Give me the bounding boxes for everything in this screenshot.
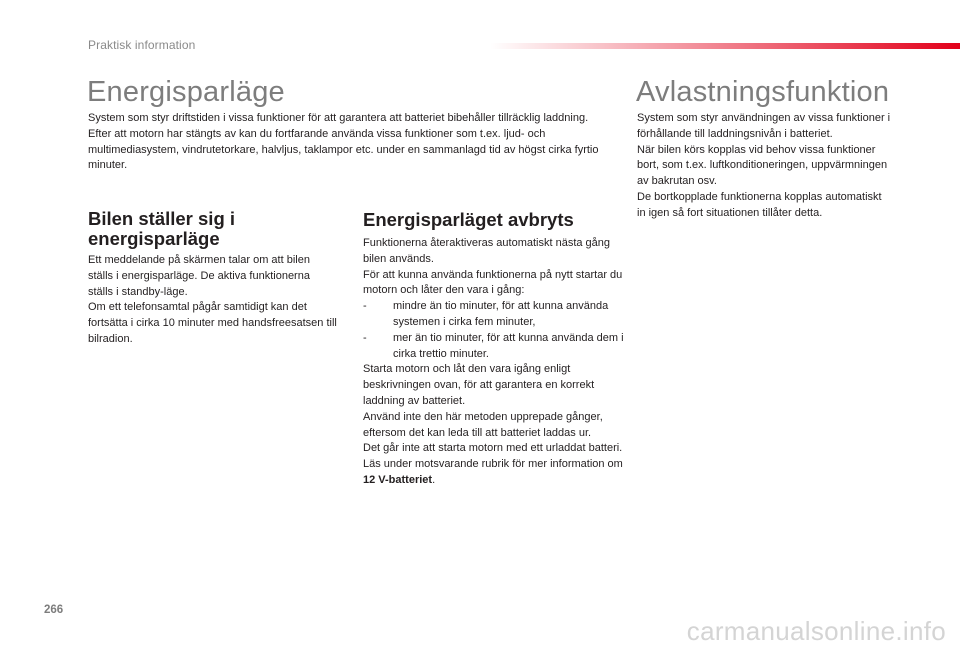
battery-reference-link[interactable]: 12 V-batteriet [363, 473, 433, 486]
exit-paragraph: Använd inte den här metoden upprepade gånger, eftersom det kan leda till att batteriet laddas ur. [363, 410, 603, 439]
list-item-text: mindre än tio minuter, för att kunna använda systemen i cirka fem minuter, [393, 300, 609, 328]
intro-paragraph: System som styr driftstiden i vissa funktioner för att garantera att batteriet bibehåller tillräcklig laddning. [88, 112, 589, 124]
enter-paragraph: Ett meddelande på skärmen talar om att bilen ställs i energisparläge. De aktiva funktionerna ställs i standby-läge. [88, 254, 310, 298]
reference-text: Läs under motsvarande rubrik för mer information om [363, 458, 623, 471]
intro-paragraph: Efter att motorn har stängts av kan du fortfarande använda vissa funktioner som t.ex. ljud- och multimediasystem, vindrutetorkare, halvljus, taklampor etc. under en sammanlagd tid av högst cirka fyrtio minuter. [88, 127, 599, 172]
exit-paragraph: För att kunna använda funktionerna på nytt startar du motorn och låter den vara i gång: [363, 268, 623, 297]
load-shedding-title: Avlastningsfunktion [636, 76, 890, 108]
list-dash: - [363, 331, 367, 344]
header-accent-bar [490, 43, 960, 49]
enter-energy-saving-heading: Bilen ställer sig i energisparläge [88, 208, 236, 249]
reference-paragraph [363, 457, 628, 489]
exit-energy-saving-text [363, 236, 628, 489]
list-item [363, 299, 628, 331]
page-number: 266 [44, 604, 64, 616]
load-shedding-text [637, 111, 892, 222]
enter-paragraph: Om ett telefonsamtal pågår samtidigt kan det fortsätta i cirka 10 minuter med handsfreesatsen till bilradion. [88, 301, 337, 345]
exit-energy-saving-heading: Energisparläget avbryts [363, 209, 574, 230]
energy-saving-intro [88, 111, 628, 174]
reference-end: . [432, 473, 436, 486]
exit-paragraph: Starta motorn och låt den vara igång enligt beskrivningen ovan, för att garantera en korrekt laddning av batteriet. [363, 363, 595, 407]
load-shedding-paragraph: De bortkopplade funktionerna kopplas automatiskt in igen så fort situationen tillåter detta. [637, 190, 882, 219]
exit-paragraph: Funktionerna återaktiveras automatiskt nästa gång bilen används. [363, 237, 611, 265]
load-shedding-paragraph: När bilen körs kopplas vid behov vissa funktioner bort, som t.ex. luftkonditioneringen, uppvärmningen av bakrutan osv. [637, 143, 888, 188]
enter-energy-saving-text [88, 253, 338, 348]
section-label: Praktisk information [88, 38, 196, 52]
list-item-text: mer än tio minuter, för att kunna använda dem i cirka trettio minuter. [393, 331, 624, 360]
load-shedding-paragraph: System som styr användningen av vissa funktioner i förhållande till laddningsnivån i batteriet. [637, 112, 891, 140]
energy-saving-title: Energisparläge [87, 76, 285, 108]
watermark: carmanualsonline.info [686, 616, 946, 646]
list-dash: - [363, 300, 367, 313]
list-item [363, 331, 628, 363]
exit-paragraph: Det går inte att starta motorn med ett urladdat batteri. [363, 442, 623, 455]
